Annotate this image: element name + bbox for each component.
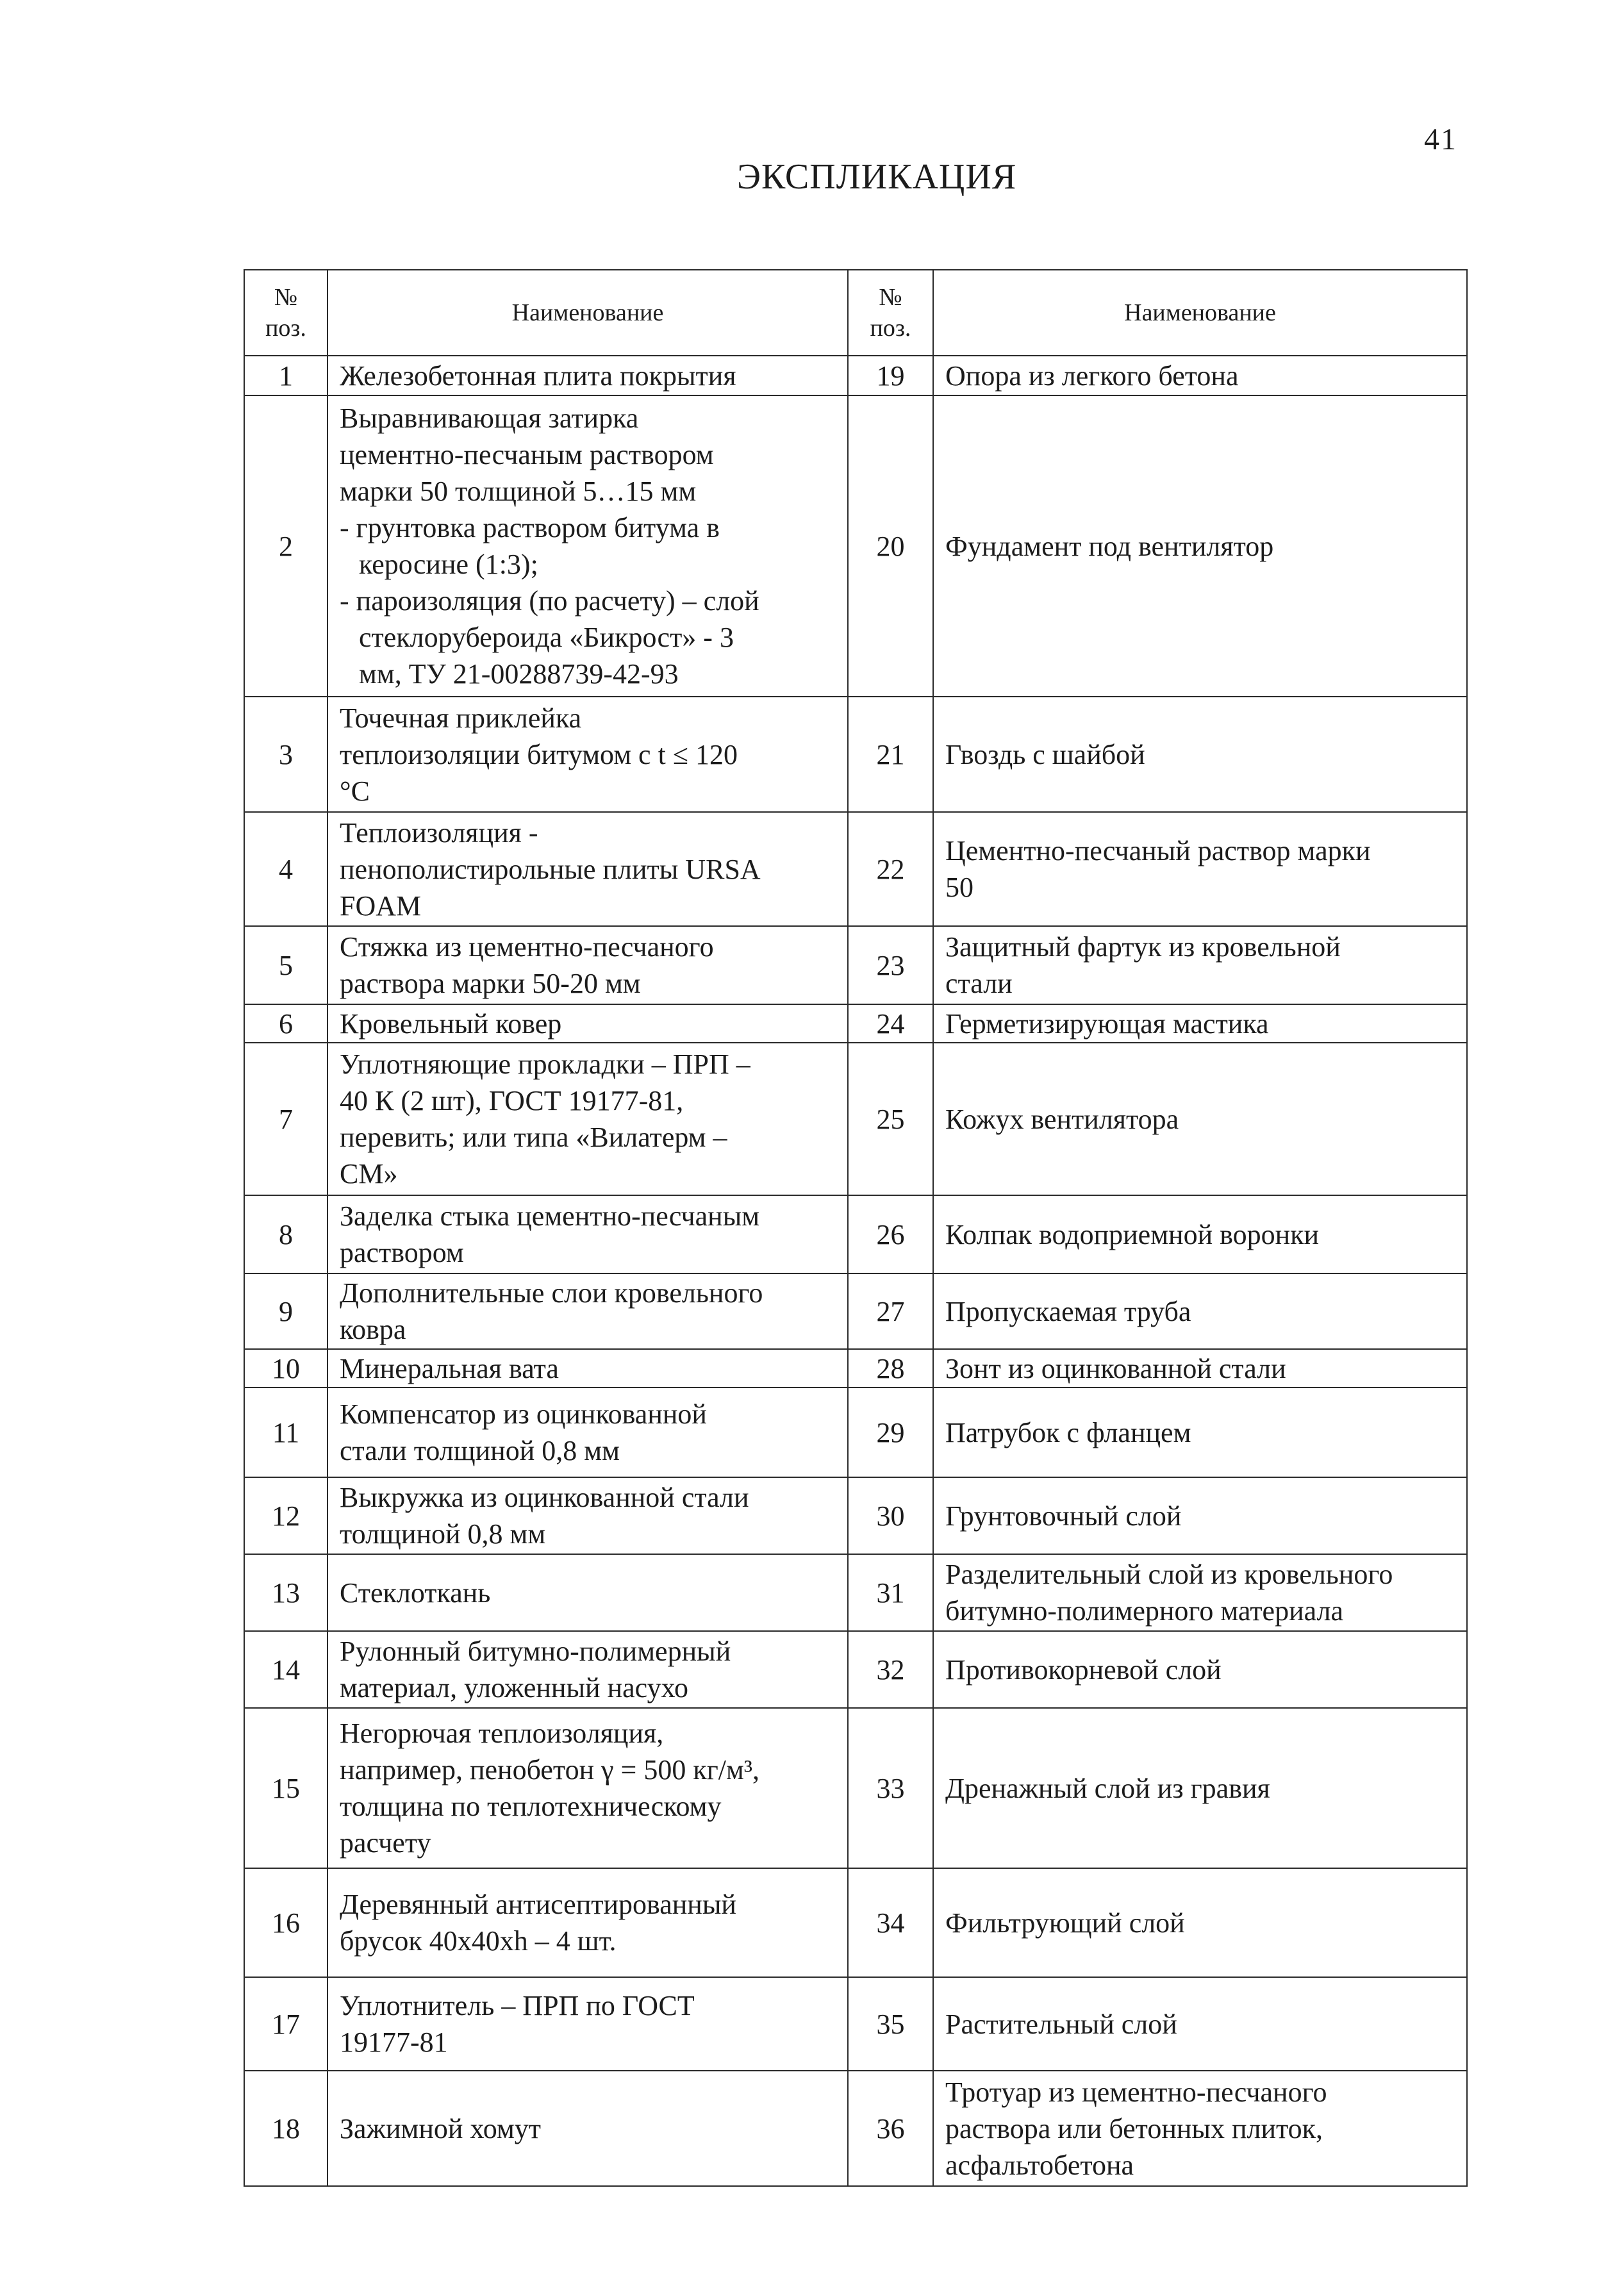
table-row [244,1273,1467,1349]
name-line: Дополнительные слои кровельного [340,1277,763,1309]
position-number-left: 8 [244,1195,327,1273]
table-row [244,1349,1467,1388]
item-name-right [933,1554,1467,1631]
item-name-left [327,1554,848,1631]
name-line: Уплотнитель – ПРП по ГОСТ [340,1990,695,2021]
item-name-left [327,1388,848,1477]
name-line: Кожух вентилятора [945,1103,1179,1135]
item-name-left [327,1043,848,1195]
table-row [244,356,1467,395]
name-line: 19177-81 [340,2026,448,2058]
name-line: теплоизоляции битумом с t ≤ 120 [340,738,738,770]
name-line: стали [945,968,1013,999]
position-number-header-right [848,270,933,356]
name-header-left: Наименование [327,270,848,356]
item-name-right [933,1043,1467,1195]
name-line: раствором [340,1237,464,1268]
name-line: асфальтобетона [945,2149,1134,2181]
name-line: Опора из легкого бетона [945,360,1239,392]
explication-table [244,269,1468,2187]
position-number-right: 30 [848,1477,933,1554]
name-line: °С [340,775,370,807]
table-row [244,1554,1467,1631]
name-line: керосине (1:3); [359,549,538,580]
name-line: Железобетонная плита покрытия [340,360,736,392]
name-line: цементно-песчаным раствором [340,439,714,470]
name-line: - пароизоляция (по расчету) – слой [340,585,759,617]
name-line: Тротуар из цементно-песчаного [945,2076,1327,2108]
position-number-left: 12 [244,1477,327,1554]
item-name-right [933,2071,1467,2186]
table-row [244,697,1467,812]
position-number-right: 20 [848,395,933,697]
item-name-right [933,1388,1467,1477]
item-name-right [933,697,1467,812]
name-line: раствора марки 50-20 мм [340,968,641,999]
name-line: Противокорневой слой [945,1653,1222,1686]
item-name-left [327,697,848,812]
item-name-left [327,1631,848,1708]
name-line: Теплоизоляция - [340,816,538,849]
position-number-right: 29 [848,1388,933,1477]
name-line: марки 50 толщиной 5…15 мм [340,476,697,507]
name-line: толщиной 0,8 мм [340,1518,546,1550]
table-row [244,1195,1467,1273]
item-name-right [933,395,1467,697]
name-header-right: Наименование [933,270,1467,356]
position-number-left: 10 [244,1349,327,1388]
position-number-right: 28 [848,1349,933,1388]
item-name-right [933,1349,1467,1388]
name-line: перевить; или типа «Вилатерм – [340,1122,727,1153]
position-number-right: 26 [848,1195,933,1273]
item-name-right [933,1004,1467,1043]
name-line: Зажимной хомут [340,2112,542,2144]
position-number-right: 21 [848,697,933,812]
item-name-right [933,1631,1467,1708]
table-row [244,1004,1467,1043]
item-name-right [933,926,1467,1004]
name-line: стеклорубероида «Бикрост» - 3 [359,622,734,653]
position-number-right: 33 [848,1708,933,1868]
item-name-left [327,1273,848,1349]
position-number-left: 17 [244,1977,327,2071]
item-name-right [933,1977,1467,2071]
name-line: Пропускаемая труба [945,1295,1191,1327]
position-number-right: 27 [848,1273,933,1349]
item-name-right [933,1477,1467,1554]
table-row [244,1977,1467,2071]
position-number-right: 24 [848,1004,933,1043]
pos-abbr: поз. [265,315,306,342]
name-line: например, пенобетон γ = 500 кг/м³, [340,1754,760,1786]
name-line: FOAM [340,890,422,922]
position-number-left: 16 [244,1868,327,1977]
position-number-right: 23 [848,926,933,1004]
item-name-right [933,812,1467,926]
name-line: 50 [945,872,974,903]
position-number-left: 13 [244,1554,327,1631]
position-number-right: 32 [848,1631,933,1708]
name-line: Минеральная вата [340,1352,559,1384]
item-name-left [327,926,848,1004]
table-row [244,395,1467,697]
name-line: Фильтрующий слой [945,1907,1185,1939]
table-row [244,812,1467,926]
item-name-right [933,1273,1467,1349]
position-number-left: 6 [244,1004,327,1043]
item-name-left [327,1004,848,1043]
name-line: Цементно-песчаный раствор марки [945,835,1371,866]
item-name-left [327,356,848,395]
position-number-right: 31 [848,1554,933,1631]
name-line: Рулонный битумно-полимерный [340,1636,731,1667]
name-line: мм, ТУ 21-00288739-42-93 [359,658,679,690]
table-row [244,926,1467,1004]
position-number-left: 4 [244,812,327,926]
name-line: Компенсатор из оцинкованной [340,1398,707,1430]
table-row [244,1631,1467,1708]
name-line: Деревянный антисептированный [340,1889,736,1920]
table-row [244,1388,1467,1477]
position-number-left: 15 [244,1708,327,1868]
item-name-right [933,1195,1467,1273]
item-name-left [327,1708,848,1868]
document-title: ЭКСПЛИКАЦИЯ [737,157,1017,197]
item-name-left [327,1868,848,1977]
position-number-left: 14 [244,1631,327,1708]
item-name-left [327,2071,848,2186]
position-number-left: 5 [244,926,327,1004]
item-name-right [933,1708,1467,1868]
name-line: стали толщиной 0,8 мм [340,1435,620,1466]
name-line: расчету [340,1827,431,1859]
name-line: Кровельный ковер [340,1007,562,1040]
name-line: пенополистирольные плиты URSA [340,853,761,885]
table-row [244,1708,1467,1868]
name-line: Уплотняющие прокладки – ПРП – [340,1048,750,1080]
name-line: 40 К (2 шт), ГОСТ 19177-81, [340,1085,684,1116]
item-name-left [327,1477,848,1554]
position-number-left: 18 [244,2071,327,2186]
item-name-left [327,1195,848,1273]
item-name-right [933,356,1467,395]
name-line: Гвоздь с шайбой [945,738,1145,770]
item-name-left [327,1349,848,1388]
name-line: ковра [340,1314,406,1345]
position-number-left: 3 [244,697,327,812]
name-line: Грунтовочный слой [945,1500,1182,1532]
name-line: Разделительный слой из кровельного [945,1559,1393,1590]
item-name-left [327,812,848,926]
pos-abbr: поз. [870,315,911,342]
name-line: - грунтовка раствором битума в [340,512,720,543]
name-line: Растительный слой [945,2008,1177,2040]
name-line: СМ» [340,1158,398,1189]
table-row [244,1477,1467,1554]
name-line: Фундамент под вентилятор [945,530,1274,562]
name-line: Заделка стыка цементно-песчаным [340,1200,760,1232]
name-line: Точечная приклейка [340,702,582,734]
name-line: Зонт из оцинкованной стали [945,1352,1286,1384]
name-line: Защитный фартук из кровельной [945,931,1341,963]
table-row [244,1043,1467,1195]
name-line: Стеклоткань [340,1577,491,1609]
name-line: Стяжка из цементно-песчаного [340,931,714,963]
position-number-right: 35 [848,1977,933,2071]
position-number-left: 2 [244,395,327,697]
table-row [244,1868,1467,1977]
position-number-right: 34 [848,1868,933,1977]
num-sign: № [274,284,298,311]
item-name-left [327,1977,848,2071]
position-number-right: 22 [848,812,933,926]
table-header-row [244,270,1467,356]
name-line: Патрубок с фланцем [945,1416,1191,1448]
position-number-left: 1 [244,356,327,395]
position-number-left: 11 [244,1388,327,1477]
item-name-right [933,1868,1467,1977]
position-number-right: 36 [848,2071,933,2186]
page-number: 41 [1424,122,1457,156]
name-line: раствора или бетонных плиток, [945,2112,1323,2144]
name-line: Выкружка из оцинкованной стали [340,1482,749,1513]
position-number-right: 25 [848,1043,933,1195]
name-line: Выравнивающая затирка [340,402,639,434]
table-row [244,2071,1467,2186]
name-line: битумно-полимерного материала [945,1595,1344,1627]
name-line: материал, уложенный насухо [340,1672,688,1703]
name-line: Герметизирующая мастика [945,1007,1269,1040]
name-line: брусок 40х40хh – 4 шт. [340,1925,617,1957]
name-line: Негорючая теплоизоляция, [340,1718,664,1749]
table-body [244,356,1467,2186]
name-line: Колпак водоприемной воронки [945,1218,1320,1250]
position-number-header-left [244,270,327,356]
name-line: Дренажный слой из гравия [945,1772,1270,1804]
item-name-left [327,395,848,697]
position-number-right: 19 [848,356,933,395]
num-sign: № [879,284,902,311]
name-line: толщина по теплотехническому [340,1791,722,1822]
position-number-left: 7 [244,1043,327,1195]
position-number-left: 9 [244,1273,327,1349]
